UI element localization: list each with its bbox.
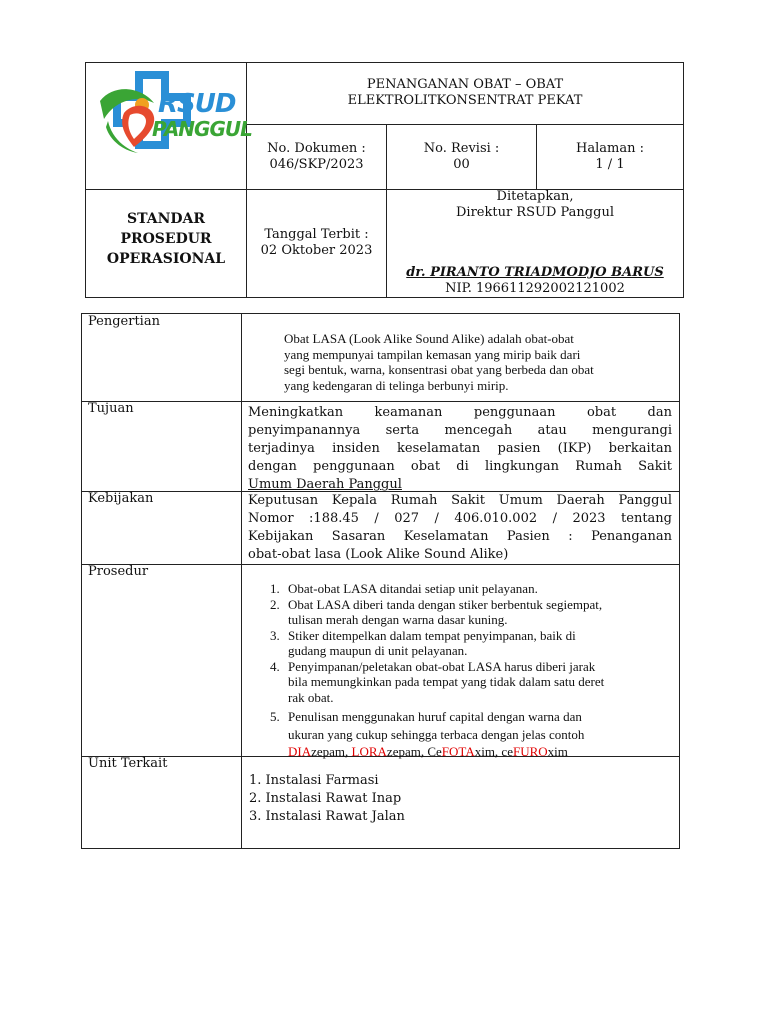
hospital-logo (94, 65, 252, 185)
lasa-examples: DIAzepam, LORAzepam, CeFOTAxim, ceFUROxim (288, 744, 568, 759)
pengertian-label: Pengertian (88, 314, 160, 329)
tujuan-text: Meningkatkan keamanan penggunaan obat dan penyimpanannya serta mencegah atau mengurangi terjadinya insiden keselamatan pasien (IKP) berkaitan dengan penggunaan obat di lingkungan Rumah Sakit Umum Daerah Panggul (248, 405, 672, 492)
approval-block: Ditetapkan, Direktur RSUD Panggul (456, 189, 614, 220)
signer-nip: NIP. 196611292002121002 (445, 281, 625, 296)
kebijakan-label: Kebijakan (88, 491, 154, 506)
unit-list (249, 772, 649, 826)
logo-text-rsud: RSUD (158, 89, 236, 119)
sop-label: STANDAR PROSEDUR OPERASIONAL (106, 211, 226, 267)
list-item: 1. Instalasi Farmasi (249, 773, 379, 788)
document-number: No. Dokumen : 046/SKP/2023 (267, 141, 366, 172)
issue-date: Tanggal Terbit : 02 Oktober 2023 (260, 227, 373, 258)
list-item: 3. Instalasi Rawat Jalan (249, 809, 405, 824)
document-title: PENANGANAN OBAT – OBAT ELEKTROLITKONSENTRAT PEKAT (347, 77, 583, 108)
signer-name: dr. PIRANTO TRIADMODJO BARUS (406, 265, 664, 280)
list-item: 3. Stiker ditempelkan dalam tempat penyimpanan, baik di gudang maupun di unit pelayanan. (270, 627, 576, 658)
list-item: 2. Obat LASA diberi tanda dengan stiker berbentuk segiempat, tulisan merah dengan warna dasar kuning. (270, 596, 603, 627)
list-item: 2. Instalasi Rawat Inap (249, 791, 402, 806)
revision-number: No. Revisi : 00 (423, 141, 500, 172)
unit-terkait-label: Unit Terkait (88, 756, 168, 771)
list-item: 1. Obat-obat LASA ditandai setiap unit pelayanan. (270, 581, 538, 596)
sop-content-table (81, 313, 680, 849)
list-item: 5. Penulisan menggunakan huruf capital dengan warna dan ukuran yang cukup sehingga terbaca dengan jelas contoh DIAzepam, LORAzepam, CeFOTAxim, ceFUROxim (270, 709, 585, 759)
list-item: 4. Penyimpanan/peletakan obat-obat LASA harus diberi jarak bila memungkinkan pada tempat yang tidak dalam satu deret rak obat. (270, 658, 605, 705)
tujuan-label: Tujuan (88, 401, 134, 416)
kebijakan-text: Keputusan Kepala Rumah Sakit Umum Daerah Panggul Nomor :188.45 / 027 / 406.010.002 / 2023 tentang Kebijakan Sasaran Keselamatan Pasien : Penanganan obat-obat lasa (Look Alike Sound Alike) (248, 493, 672, 562)
page-number: Halaman : 1 / 1 (576, 141, 644, 172)
prosedur-list (270, 581, 670, 760)
pengertian-text: Obat LASA (Look Alike Sound Alike) adalah obat-obat yang mempunyai tampilan kemasan yang mirip baik dari segi bentuk, warna, konsentrasi obat yang berbeda dan obat yang kedengaran di telinga berbunyi mirip. (284, 331, 594, 393)
logo-text-panggul: PANGGUL (152, 117, 252, 141)
prosedur-label: Prosedur (88, 564, 149, 579)
sop-header-table (85, 62, 684, 298)
